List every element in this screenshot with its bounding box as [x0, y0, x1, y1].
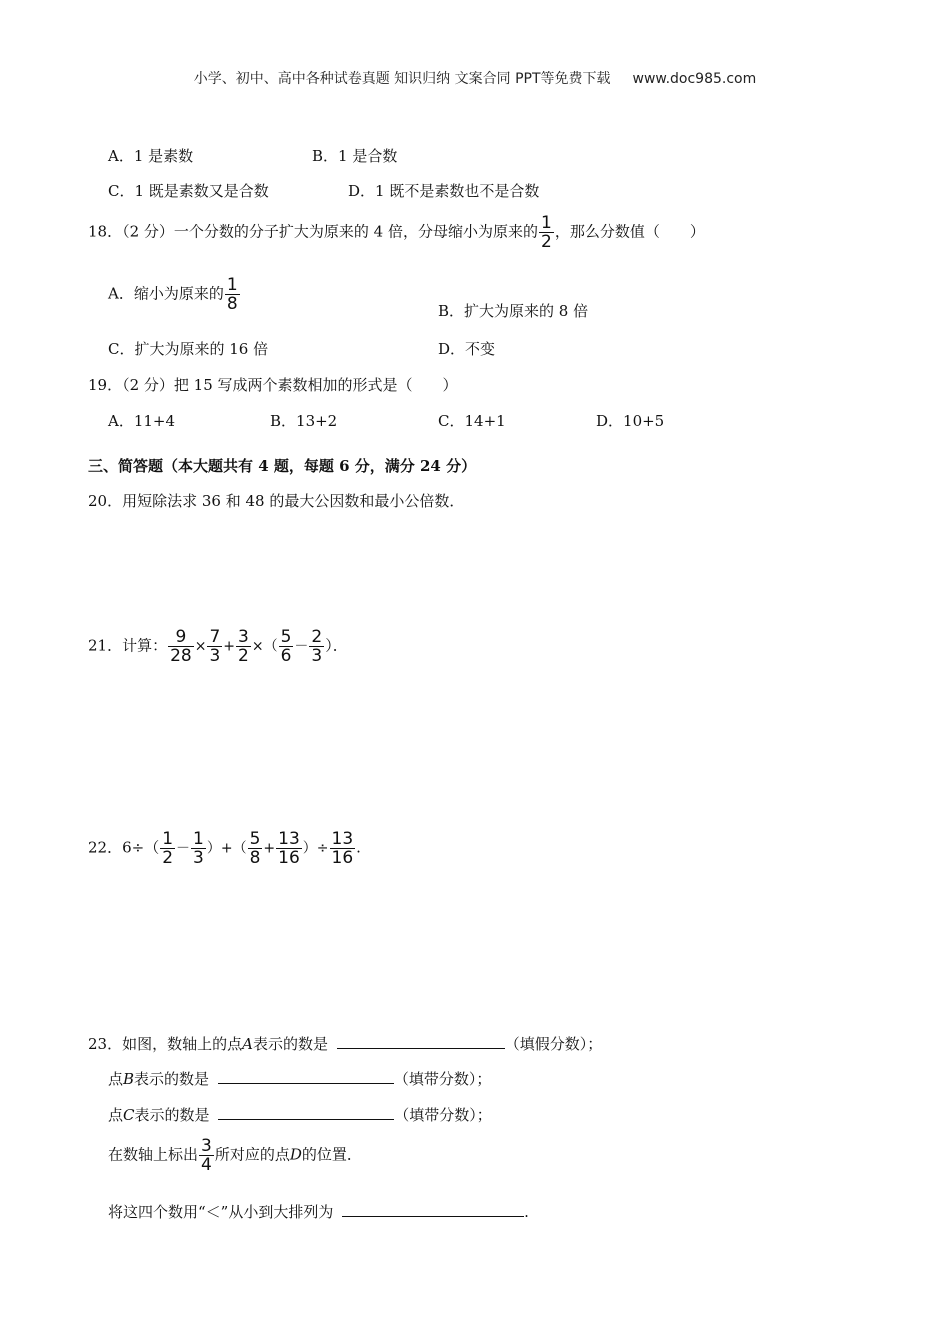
q21-op1: × [194, 638, 207, 655]
q23-l1-hint: （填假分数）； [504, 1035, 603, 1053]
q19-stem: 19．（2 分）把 15 写成两个素数相加的形式是（ ） [88, 376, 458, 394]
q22-frac-3 [248, 830, 263, 867]
q18-option-a-text: A．缩小为原来的 [108, 284, 224, 303]
q17-option-b[interactable]: B．1 是合数 [312, 147, 398, 165]
q21-op4: － [294, 638, 309, 655]
q21-f4-den: 6 [280, 646, 292, 666]
q21-end: ）． [325, 636, 348, 655]
q21-f5-den: 3 [311, 646, 323, 666]
q22-op1: － [176, 840, 191, 857]
q22-op4: ）÷ [302, 840, 329, 857]
header-site: www.doc985.com [632, 71, 757, 87]
q23-l2-mid: 表示的数是 [134, 1070, 210, 1088]
q23-l3-hint: （填带分数）； [394, 1106, 492, 1124]
q21-frac-1 [168, 628, 194, 665]
q23-l5-end: . [524, 1203, 529, 1221]
q21-frac-5 [309, 628, 324, 665]
q22-f3-num: 5 [249, 829, 261, 849]
q22-f1-num: 1 [162, 829, 174, 849]
q22-expression [88, 830, 361, 867]
q21-op2: + [223, 638, 236, 655]
q23-l3-mid: 表示的数是 [134, 1106, 210, 1124]
q21-frac-3 [236, 628, 251, 665]
q22-f5-num: 13 [331, 829, 354, 849]
q18-option-d[interactable]: D．不变 [438, 340, 496, 358]
q23-answer-a-blank[interactable] [337, 1032, 505, 1049]
q23-point-b: B [123, 1070, 135, 1088]
q23-line-2 [108, 1067, 491, 1090]
q23-frac-den: 4 [201, 1155, 212, 1175]
q19-option-a[interactable]: A．11+4 [108, 412, 176, 430]
q21-f2-num: 7 [209, 627, 221, 647]
section3-title: 三、简答题（本大题共有 4 题，每题 6 分，满分 24 分） [88, 457, 477, 475]
q21-f3-num: 3 [238, 627, 249, 647]
q22-f5-den: 16 [331, 848, 354, 868]
q23-order-blank[interactable] [342, 1200, 524, 1217]
q23-line-1 [88, 1032, 602, 1055]
q21-op3: ×（ [251, 638, 278, 655]
q21-f2-den: 3 [209, 646, 221, 666]
q23-point-d: D [289, 1145, 302, 1164]
q23-fraction [199, 1137, 214, 1174]
q18-option-a[interactable] [108, 276, 241, 313]
header-text: 小学、初中、高中各种试卷真题 知识归纳 文案合同 PPT等免费下载 [193, 71, 611, 87]
q23-l4-prefix: 在数轴上标出 [108, 1145, 199, 1164]
page-header [0, 68, 950, 88]
q23-l4-mid: 所对应的点 [214, 1145, 290, 1164]
q18-a-num: 1 [226, 275, 238, 295]
q21-label: 21．计算： [88, 636, 168, 655]
q23-line-3 [108, 1103, 492, 1126]
q22-f1-den: 2 [162, 848, 174, 868]
q23-l5-text: 将这四个数用“＜”从小到大排列为 [108, 1203, 334, 1221]
q23-line-4 [108, 1137, 362, 1174]
q17-option-d[interactable]: D．1 既不是素数也不是合数 [348, 182, 540, 200]
q23-l2-prefix: 点 [108, 1070, 124, 1088]
q21-frac-2 [207, 628, 222, 665]
q23-frac-num: 3 [201, 1136, 212, 1156]
q23-point-a: A [242, 1035, 253, 1053]
q20-stem: 20．用短除法求 36 和 48 的最大公因数和最小公倍数． [88, 492, 465, 510]
q22-op3: + [263, 840, 276, 857]
q22-f3-den: 8 [249, 848, 261, 868]
q22-f4-num: 13 [278, 829, 300, 849]
q18-option-a-fraction [225, 276, 240, 313]
q23-answer-c-blank[interactable] [218, 1103, 394, 1120]
q21-frac-4 [279, 628, 294, 665]
q18-suffix: ，那么分数值（ ） [554, 222, 705, 241]
q22-frac-1 [160, 830, 175, 867]
q22-frac-2 [191, 830, 206, 867]
q23-l3-prefix: 点 [108, 1106, 124, 1124]
q22-frac-4 [276, 830, 302, 867]
q21-f1-num: 9 [168, 628, 194, 647]
q22-frac-5 [330, 830, 356, 867]
q18-fraction [539, 214, 554, 251]
q18-frac-num: 1 [540, 213, 552, 233]
q21-f1-den: 28 [170, 646, 192, 666]
q22-op2: ）+（ [206, 840, 247, 857]
q23-l4-end: 的位置． [301, 1145, 362, 1164]
q21-expression [88, 628, 348, 665]
q23-l1-prefix: 23．如图，数轴上的点 [88, 1035, 243, 1053]
q23-line-5 [108, 1200, 529, 1223]
q23-point-c: C [123, 1106, 135, 1124]
q22-label: 22．6÷（ [88, 838, 160, 857]
q19-option-c[interactable]: C．14+1 [438, 412, 506, 430]
q18-a-den: 8 [226, 294, 238, 314]
q22-end: . [356, 838, 361, 857]
q18-option-b[interactable]: B．扩大为原来的 8 倍 [438, 302, 589, 320]
q23-l2-hint: （填带分数）； [393, 1070, 492, 1088]
q19-option-b[interactable]: B．13+2 [270, 412, 338, 430]
q18-stem [88, 214, 705, 251]
q23-l1-mid: 表示的数是 [252, 1035, 328, 1053]
q21-f4-num: 5 [280, 627, 292, 647]
q17-option-c[interactable]: C．1 既是素数又是合数 [108, 182, 269, 200]
q18-option-c[interactable]: C．扩大为原来的 16 倍 [108, 340, 269, 358]
q18-frac-den: 2 [540, 232, 552, 252]
q17-option-a[interactable]: A．1 是素数 [108, 147, 194, 165]
q18-prefix: 18．（2 分）一个分数的分子扩大为原来的 4 倍，分母缩小为原来的 [88, 222, 538, 241]
q23-answer-b-blank[interactable] [218, 1067, 394, 1084]
q21-f5-num: 2 [311, 627, 323, 647]
q19-option-d[interactable]: D．10+5 [596, 412, 665, 430]
q21-f3-den: 2 [238, 646, 249, 666]
q22-f2-num: 1 [193, 829, 204, 849]
q22-f4-den: 16 [278, 848, 300, 868]
q22-f2-den: 3 [193, 848, 204, 868]
